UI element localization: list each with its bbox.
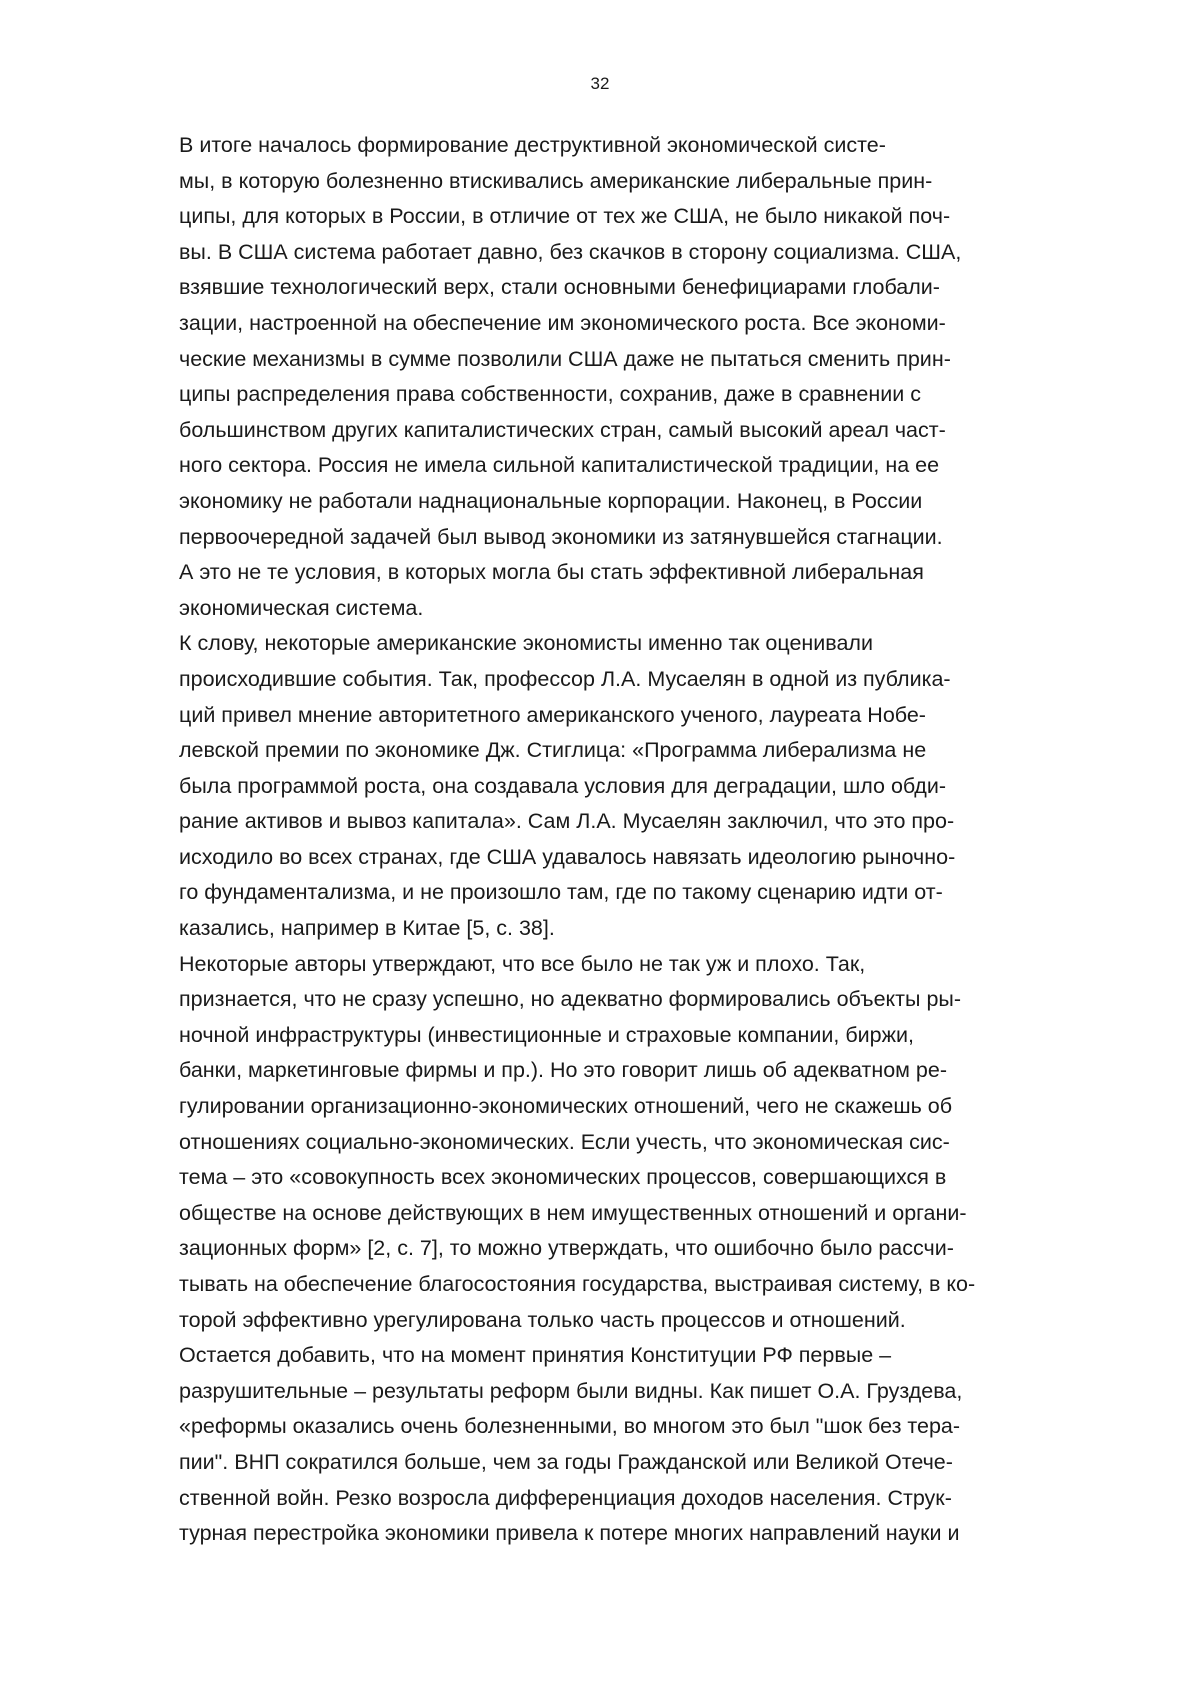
text-line: происходившие события. Так, профессор Л.А. Мусаелян в одной из публика- [179,666,951,691]
paragraph-2 [116,626,1092,946]
text-line: А это не те условия, в которых могла бы стать эффективной либеральная [179,560,924,585]
text-line: пии". ВНП сократился больше, чем за годы Гражданской или Великой Отече- [179,1449,953,1474]
text-line: банки, маркетинговые фирмы и пр.). Но это говорит лишь об адекватном ре- [179,1058,947,1083]
text-line: Некоторые авторы утверждают, что все было не так уж и плохо. Так, [179,951,866,976]
text-line: взявшие технологический верх, стали основными бенефициарами глобали- [179,275,940,300]
text-line: ного сектора. Россия не имела сильной капиталистической традиции, на ее [179,453,940,478]
text-line: зационных форм» [2, с. 7], то можно утверждать, что ошибочно было рассчи- [179,1236,954,1261]
text-line: торой эффективно урегулирована только часть процессов и отношений. [179,1307,906,1332]
text-line: ческие механизмы в сумме позволили США даже не пытаться сменить прин- [179,346,951,371]
paragraph-4 [116,1338,1092,1552]
text-line: мы, в которую болезненно втискивались американские либеральные прин- [179,168,933,193]
text-line: ственной войн. Резко возросла дифференциация доходов населения. Струк- [179,1485,952,1510]
text-line: Остается добавить, что на момент принятия Конституции РФ первые – [179,1343,892,1368]
text-line: признается, что не сразу успешно, но адекватно формировались объекты ры- [179,987,962,1012]
text-line: ций привел мнение авторитетного американского ученого, лауреата Нобе- [179,702,926,727]
text-line: тема – это «совокупность всех экономических процессов, совершающихся в [179,1165,947,1190]
paragraph-3 [116,947,1092,1339]
text-line: первоочередной задачей был вывод экономики из затянувшейся стагнации. [179,524,943,549]
text-line: В итоге началось формирование деструктивной экономической систе- [179,133,886,157]
text-line: обществе на основе действующих в нем имущественных отношений и органи- [179,1200,967,1225]
page-number: 32 [590,74,610,93]
text-line: разрушительные – результаты реформ были видны. Как пишет О.А. Груздева, [179,1378,963,1403]
text-line: ночной инфраструктуры (инвестиционные и страховые компании, биржи, [179,1022,914,1047]
body-text [116,128,1092,1552]
text-line: левской премии по экономике Дж. Стиглица: «Программа либерализма не [179,738,927,763]
text-line: турная перестройка экономики привела к потере многих направлений науки и [179,1521,960,1546]
text-line: исходило во всех странах, где США удавалось навязать идеологию рыночно- [179,844,956,869]
text-line: была программой роста, она создавала условия для деградации, шло обди- [179,773,946,798]
text-line: вы. В США система работает давно, без скачков в сторону социализма. США, [179,239,962,264]
paragraph-1 [116,128,1092,626]
text-line: казались, например в Китае [5, с. 38]. [179,916,555,941]
text-line: отношениях социально-экономических. Если учесть, что экономическая сис- [179,1129,950,1154]
text-line: зации, настроенной на обеспечение им экономического роста. Все экономи- [179,310,946,335]
text-line: тывать на обеспечение благосостояния государства, выстраивая систему, в ко- [179,1272,976,1296]
text-line: экономику не работали наднациональные корпорации. Наконец, в России [179,488,923,513]
text-line: го фундаментализма, и не произошло там, где по такому сценарию идти от- [179,880,943,905]
text-line: «реформы оказались очень болезненными, во многом это был "шок без тера- [179,1414,961,1439]
text-line: рание активов и вывоз капитала». Сам Л.А. Мусаелян заключил, что это про- [179,809,955,834]
text-line: экономическая система. [179,595,424,620]
text-line: большинством других капиталистических стран, самый высокий ареал част- [179,417,946,442]
text-line: К слову, некоторые американские экономисты именно так оценивали [179,631,873,656]
text-line: ципы распределения права собственности, сохранив, даже в сравнении с [179,382,921,407]
text-line: гулировании организационно-экономических отношений, чего не скажешь об [179,1094,953,1119]
text-line: ципы, для которых в России, в отличие от тех же США, не было никакой поч- [179,204,951,229]
